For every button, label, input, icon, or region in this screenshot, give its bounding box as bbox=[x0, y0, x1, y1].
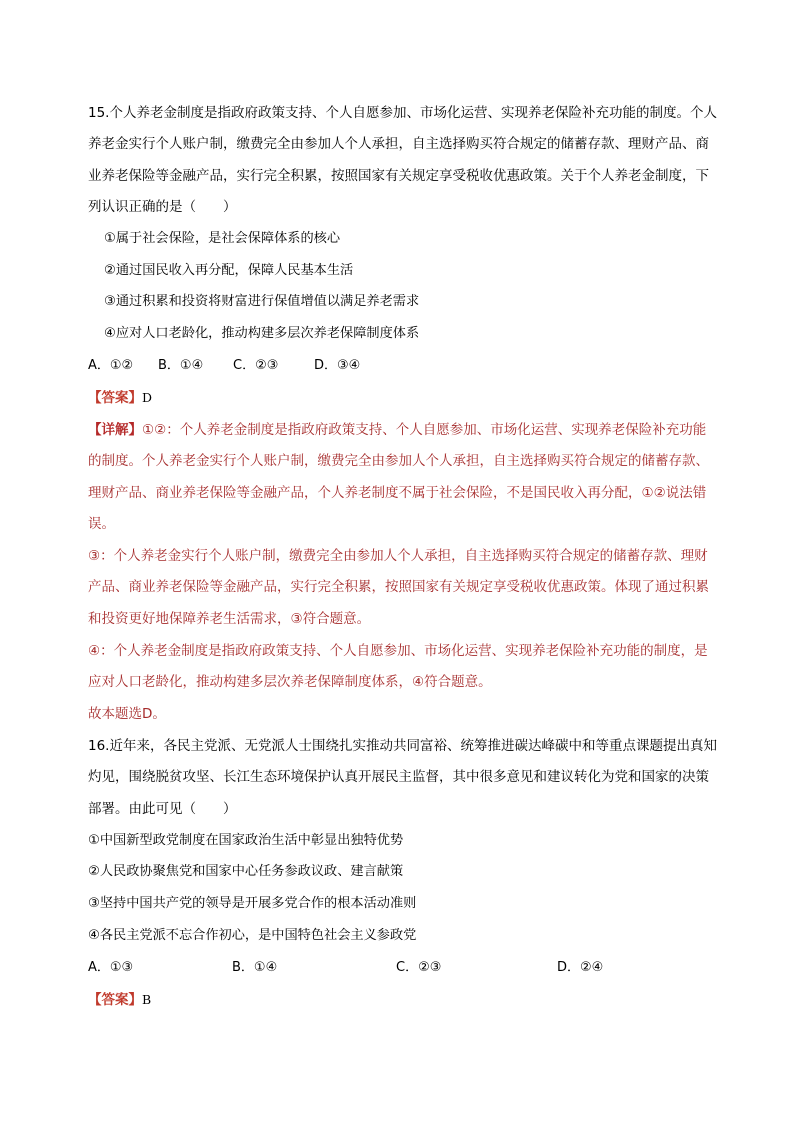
q15-option-1: ①属于社会保险，是社会保障体系的核心 bbox=[104, 231, 341, 246]
q16-stem-line-3: 部署。由此可见（ ） bbox=[88, 801, 237, 817]
q16-option-3: ③坚持中国共产党的领导是开展多党合作的根本活动准则 bbox=[88, 896, 417, 911]
q15-choices bbox=[88, 356, 408, 376]
q15-conclusion: 故本题选D。 bbox=[88, 706, 166, 722]
q15-detail-line-2: 的制度。个人养老金实行个人账户制，缴费完全由参加人个人承担，自主选择购买符合规定的储蓄存款、 bbox=[88, 453, 709, 469]
q15-detail-line-8: ④：个人养老金制度是指政府政策支持、个人自愿参加、市场化运营、实现养老保险补充功能的制度，是 bbox=[88, 643, 708, 659]
q16-choices bbox=[88, 958, 648, 978]
q15-detail-line-1 bbox=[88, 420, 706, 440]
q16-stem-line-2: 灼见，围绕脱贫攻坚、长江生态环境保护认真开展民主监督，其中很多意见和建议转化为党和国家的决策 bbox=[88, 769, 709, 785]
q15-stem-line-2: 养老金实行个人账户制，缴费完全由参加人个人承担，自主选择购买符合规定的储蓄存款、理财产品、商 bbox=[88, 136, 709, 152]
q15-detail-line-9: 应对人口老龄化，推动构建多层次养老保障制度体系，④符合题意。 bbox=[88, 674, 492, 690]
q15-stem-line-4: 列认识正确的是（ ） bbox=[88, 199, 237, 215]
q15-choice-b: B．①④ bbox=[158, 358, 204, 373]
q16-choice-b: B．①④ bbox=[232, 960, 278, 975]
q16-choice-d: D．②④ bbox=[557, 960, 604, 975]
q15-stem-line-1: 15.个人养老金制度是指政府政策支持、个人自愿参加、市场化运营、实现养老保险补充功能的制度。个人 bbox=[88, 105, 717, 121]
q16-answer-label: 【答案】 bbox=[88, 992, 142, 1008]
q15-choice-c: C．②③ bbox=[233, 358, 279, 373]
q15-answer-label: 【答案】 bbox=[88, 390, 142, 406]
q15-detail-line-5: ③：个人养老金实行个人账户制，缴费完全由参加人个人承担，自主选择购买符合规定的储蓄存款、理财 bbox=[88, 548, 708, 564]
q15-stem-line-3: 业养老保险等金融产品，实行完全积累，按照国家有关规定享受税收优惠政策。关于个人养老金制度，下 bbox=[88, 168, 709, 184]
q15-choice-a: A．①② bbox=[88, 358, 134, 373]
q15-detail-line-6: 产品、商业养老保险等金融产品，实行完全积累，按照国家有关规定享受税收优惠政策。体现了通过积累 bbox=[88, 579, 709, 595]
q15-option-4: ④应对人口老龄化，推动构建多层次养老保障制度体系 bbox=[104, 326, 420, 341]
q15-option-3: ③通过积累和投资将财富进行保值增值以满足养老需求 bbox=[104, 294, 420, 309]
q16-choice-c: C．②③ bbox=[396, 960, 442, 975]
q15-answer bbox=[88, 388, 152, 408]
q15-detail-line-7: 和投资更好地保障养老生活需求，③符合题意。 bbox=[88, 611, 371, 627]
q16-choice-a: A．①③ bbox=[88, 960, 134, 975]
q15-detail-label: 【详解】 bbox=[88, 422, 142, 438]
q15-detail-line-3: 理财产品、商业养老保险等金融产品，个人养老制度不属于社会保险，不是国民收入再分配，①②说法错 bbox=[88, 485, 707, 501]
q16-option-4: ④各民主党派不忘合作初心，是中国特色社会主义参政党 bbox=[88, 928, 417, 943]
q16-option-2: ②人民政协聚焦党和国家中心任务参政议政、建言献策 bbox=[88, 864, 404, 879]
q16-stem-line-1: 16.近年来，各民主党派、无党派人士围绕扎实推动共同富裕、统筹推进碳达峰碳中和等重点课题提出真知 bbox=[88, 738, 717, 754]
q15-option-2: ②通过国民收入再分配，保障人民基本生活 bbox=[104, 263, 354, 278]
q15-detail-line-4: 误。 bbox=[88, 516, 115, 532]
q15-choice-d: D．③④ bbox=[314, 358, 361, 373]
q16-option-1: ①中国新型政党制度在国家政治生活中彰显出独特优势 bbox=[88, 833, 404, 848]
q15-detail-text-1: ①②：个人养老金制度是指政府政策支持、个人自愿参加、市场化运营、实现养老保险补充功能 bbox=[142, 422, 707, 438]
q15-answer-value: D bbox=[142, 390, 153, 405]
q16-answer bbox=[88, 990, 151, 1010]
q16-answer-value: B bbox=[142, 992, 152, 1007]
